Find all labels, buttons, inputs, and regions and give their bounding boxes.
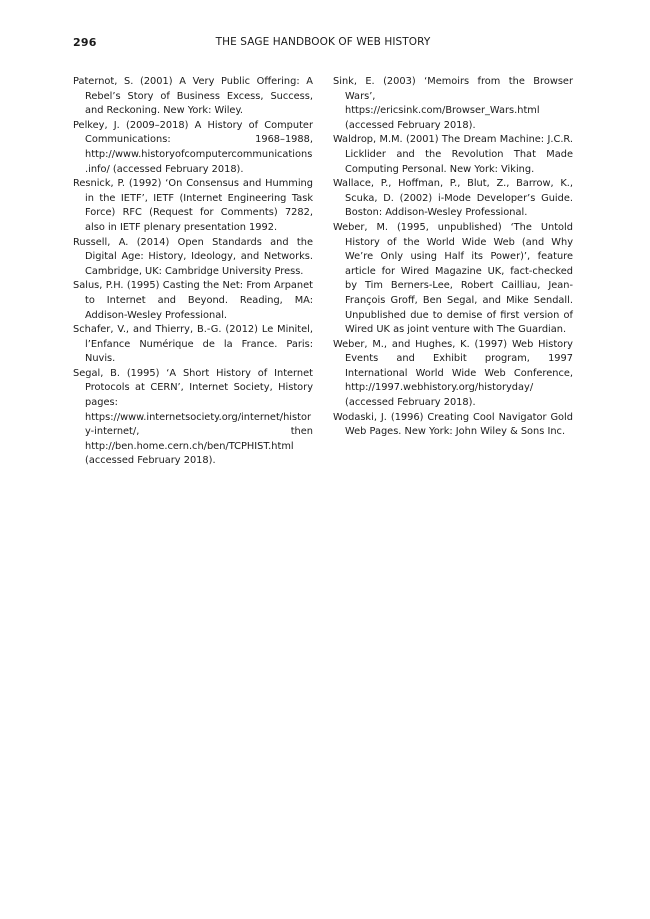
references-left-column <box>73 75 313 469</box>
reference-entry: Weber, M. (1995, unpublished) ‘The Untold History of the World Wide Web (and Why We’re Only using Half its Power)’, feature article for Wired Magazine UK, fact-checked by Tim Berners-Lee, Robert Cailliau, Jean-François Groff, Ben Segal, and Mike Sendall. Unpublished due to demise of first version of Wired UK as joint venture with The Guardian. <box>333 221 573 336</box>
reference-entry: Segal, B. (1995) ‘A Short History of Internet Protocols at CERN’, Internet Society, History pages: https://www.internetsociety.org/internet/history-internet/, then http://ben.home.cern.ch/ben/TCPHIST.html (accessed February 2018). <box>73 367 313 467</box>
reference-entry: Wodaski, J. (1996) Creating Cool Navigator Gold Web Pages. New York: John Wiley & Sons Inc. <box>333 411 573 438</box>
running-head: THE SAGE HANDBOOK OF WEB HISTORY <box>215 36 431 48</box>
reference-entry: Salus, P.H. (1995) Casting the Net: From Arpanet to Internet and Beyond. Reading, MA: Addison-Wesley Professional. <box>73 280 313 321</box>
reference-entry: Paternot, S. (2001) A Very Public Offering: A Rebel’s Story of Business Excess, Success, and Reckoning. New York: Wiley. <box>73 76 313 117</box>
page-header <box>73 36 573 52</box>
reference-entry: Weber, M., and Hughes, K. (1997) Web History Events and Exhibit program, 1997 International World Wide Web Conference, http://1997.webhistory.org/historyday/ (accessed February 2018). <box>333 338 573 409</box>
reference-entry: Schafer, V., and Thierry, B.-G. (2012) Le Minitel, l’Enfance Numérique de la France. Paris: Nuvis. <box>73 324 313 365</box>
reference-entry: Sink, E. (2003) ‘Memoirs from the Browser Wars’, https://ericsink.com/Browser_Wars.html (accessed February 2018). <box>333 76 573 131</box>
reference-entry: Wallace, P., Hoffman, P., Blut, Z., Barrow, K., Scuka, D. (2002) i-Mode Developer’s Guide. Boston: Addison-Wesley Professional. <box>333 178 573 219</box>
reference-entry: Resnick, P. (1992) ‘On Consensus and Humming in the IETF’, IETF (Internet Engineering Task Force) RFC (Request for Comments) 7282, also in IETF plenary presentation 1992. <box>73 178 313 233</box>
references-right-column <box>333 75 573 440</box>
reference-entry: Pelkey, J. (2009–2018) A History of Computer Communications: 1968–1988, http://www.historyofcomputercommunications.info/ (accessed February 2018). <box>73 119 313 175</box>
reference-entry: Russell, A. (2014) Open Standards and the Digital Age: History, Ideology, and Networks. Cambridge, UK: Cambridge University Press. <box>73 236 313 277</box>
reference-entry: Waldrop, M.M. (2001) The Dream Machine: J.C.R. Licklider and the Revolution That Made Computing Personal. New York: Viking. <box>333 134 573 175</box>
page-number: 296 <box>73 36 97 49</box>
